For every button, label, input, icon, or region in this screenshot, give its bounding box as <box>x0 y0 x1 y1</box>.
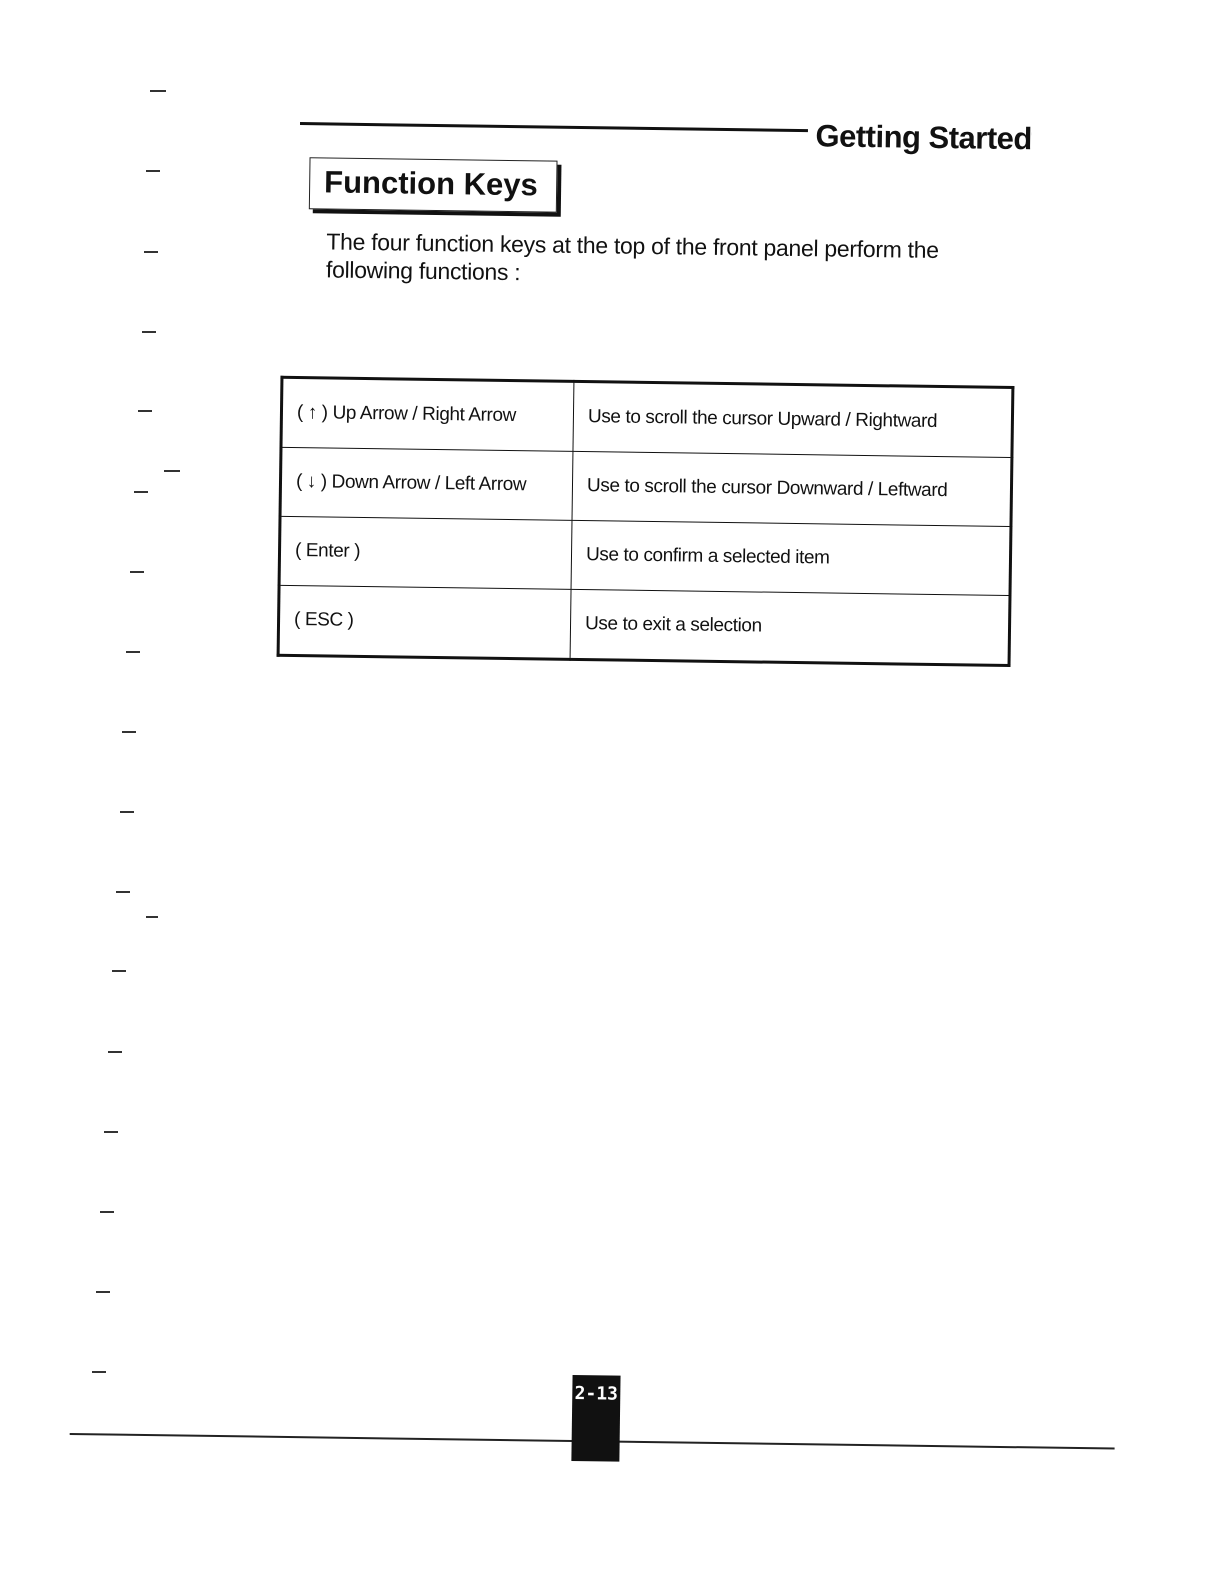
table-row <box>279 516 1011 595</box>
running-header: Getting Started <box>807 118 1032 157</box>
table-row <box>278 585 1010 665</box>
description-cell: Use to scroll the cursor Upward / Rightward <box>573 381 1013 457</box>
description-cell: Use to scroll the cursor Downward / Leftward <box>572 451 1012 526</box>
key-cell: ( ESC ) <box>278 585 571 659</box>
key-cell: ( Enter ) <box>279 516 572 589</box>
table-row <box>281 377 1013 457</box>
description-cell: Use to confirm a selected item <box>571 520 1011 595</box>
page-number-tab: 2-13 <box>571 1375 620 1462</box>
description-cell: Use to exit a selection <box>570 589 1010 665</box>
table-row <box>280 447 1012 526</box>
binding-margin-marks <box>0 0 200 1584</box>
section-title: Function Keys <box>309 157 557 212</box>
function-keys-table <box>277 376 1015 667</box>
key-cell: ( ↑ ) Up Arrow / Right Arrow <box>281 377 574 451</box>
key-cell: ( ↓ ) Down Arrow / Left Arrow <box>280 447 573 520</box>
intro-paragraph: The four function keys at the top of the front panel perform the following functions : <box>325 228 939 286</box>
